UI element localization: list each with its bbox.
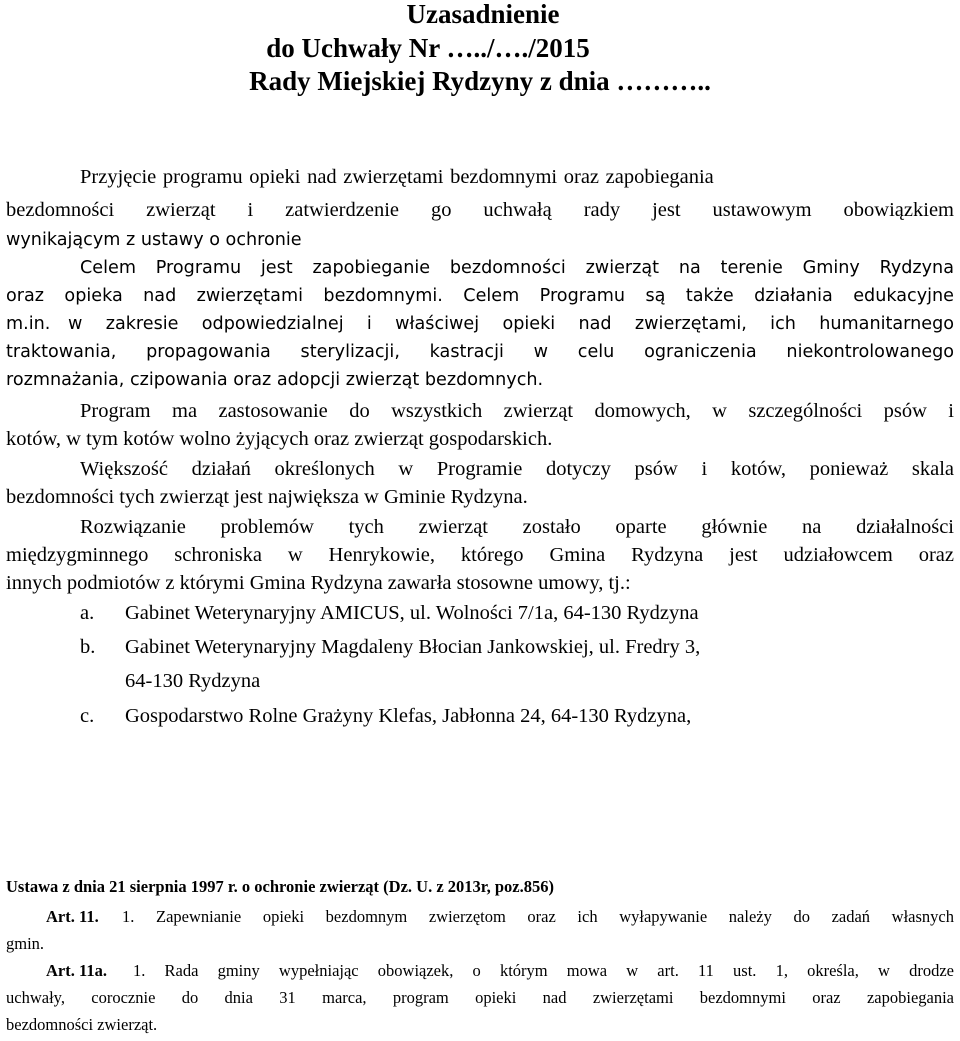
council-date-line: Rady Miejskiej Rydzyny z dnia ……….. (249, 66, 711, 96)
list-item-text: Gabinet Weterynaryjny AMICUS, ul. Wolności 7/1a, 64-130 Rydzyna (125, 602, 699, 624)
article-11a-text-line-2: uchwały, corocznie do dnia 31 marca, program opieki nad zwierzętami bezdomnymi oraz zapobiegania (6, 988, 954, 1007)
list-item (80, 702, 940, 730)
paragraph-3-line-1: Program ma zastosowanie do wszystkich zwierząt domowych, w szczególności psów i (80, 400, 954, 422)
article-11-text-line-1: 1. Zapewnianie opieki bezdomnym zwierzętom oraz ich wyłapywanie należy do zadań własnych (122, 907, 954, 926)
list-marker: c. (80, 705, 95, 727)
paragraph-4-line-1: Większość działań określonych w Programie dotyczy psów i kotów, ponieważ skala (80, 458, 954, 480)
list-item-text: Gabinet Weterynaryjny Magdaleny Błocian Jankowskiej, ul. Fredry 3, (125, 636, 701, 658)
paragraph-1-line-3: wynikającym z ustawy o ochronie (6, 230, 302, 250)
article-11a-text-line-1: 1. Rada gminy wypełniając obowiązek, o którym mowa w art. 11 ust. 1, określa, w drodze (133, 961, 954, 980)
list-item (80, 599, 940, 627)
paragraph-5-line-2: międzygminnego schroniska w Henrykowie, którego Gmina Rydzyna jest udziałowcem oraz (6, 544, 954, 566)
article-label: Art. 11a. (46, 961, 107, 980)
list-marker: a. (80, 602, 95, 624)
paragraph-2-line-5: rozmnażania, czipowania oraz adopcji zwierząt bezdomnych. (6, 370, 544, 390)
law-citation-heading: Ustawa z dnia 21 sierpnia 1997 r. o ochronie zwierząt (Dz. U. z 2013r, poz.856) (6, 877, 554, 896)
paragraph-2-line-3-start: m.in. (6, 314, 51, 334)
paragraph-2-line-4: traktowania, propagowania sterylizacji, kastracji w celu ograniczenia niekontrolowanego (6, 342, 954, 362)
paragraph-2-line-3: w zakresie odpowiedzialnej i właściwej opieki nad zwierzętami, ich humanitarnego (68, 314, 954, 334)
paragraph-2-line-2: oraz opieka nad zwierzętami bezdomnymi. Celem Programu są także działania edukacyjne (6, 286, 954, 306)
article-11-text-line-2: gmin. (6, 934, 45, 953)
paragraph-3-line-2: kotów, w tym kotów wolno żyjących oraz zwierząt gospodarskich. (6, 428, 553, 450)
resolution-number: do Uchwały Nr …../…./2015 (266, 33, 590, 63)
list-item (80, 633, 940, 695)
paragraph-1-line-1: Przyjęcie programu opieki nad zwierzętami bezdomnymi oraz zapobiegania (80, 166, 714, 188)
paragraph-1-line-2: bezdomności zwierząt i zatwierdzenie go uchwałą rady jest ustawowym obowiązkiem (6, 199, 954, 221)
article-11a-text-line-3: bezdomności zwierząt. (6, 1015, 158, 1034)
paragraph-4-line-2: bezdomności tych zwierząt jest największa w Gminie Rydzyna. (6, 486, 528, 508)
list-item-text: Gospodarstwo Rolne Grażyny Klefas, Jabłonna 24, 64-130 Rydzyna, (125, 705, 692, 727)
paragraph-5-line-1: Rozwiązanie problemów tych zwierząt zostało oparte głównie na działalności (80, 516, 954, 538)
article-label: Art. 11. (46, 907, 99, 926)
paragraph-5-line-3: innych podmiotów z którymi Gmina Rydzyna zawarła stosowne umowy, tj.: (6, 572, 631, 594)
list-item-text-continued: 64-130 Rydzyna (125, 670, 261, 692)
document-title: Uzasadnienie (406, 0, 560, 29)
list-marker: b. (80, 636, 96, 658)
paragraph-2-line-1: Celem Programu jest zapobieganie bezdomności zwierząt na terenie Gminy Rydzyna (80, 258, 954, 278)
